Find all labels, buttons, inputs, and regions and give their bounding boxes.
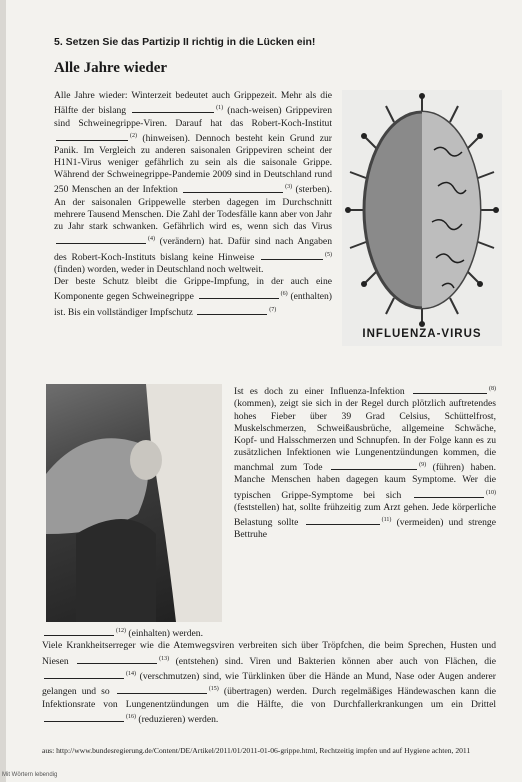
blank-field[interactable]: [132, 104, 214, 113]
text-segment: Der beste Schutz bleibt die Grippe-Impfung, in der auch eine Komponente gegen Schweinegrippe: [54, 276, 332, 303]
blank-field[interactable]: [261, 251, 323, 260]
text-segment: (feststellen) hat, sollte frühzeitig zum Arzt gehen. Jede körperliche Belastung sollte: [234, 501, 496, 529]
blank-number: (7): [269, 306, 277, 313]
paragraph-left-column: [54, 90, 332, 319]
blank-field[interactable]: [199, 290, 279, 299]
blank-number: (8): [489, 386, 496, 392]
text-segment: Alle Jahre wieder: Winterzeit bedeutet auch Grippezeit. Mehr als die Hälfte der bislang: [54, 90, 332, 117]
text-segment: (reduzieren) werden.: [138, 713, 219, 725]
blank-number: (9): [419, 462, 427, 469]
blank-field[interactable]: [414, 489, 484, 498]
blank-number: (1): [216, 105, 224, 112]
blank-number: (16): [126, 713, 136, 720]
text-segment: (sterben). An der saisonalen Grippewelle sterben dagegen im Durchschnitt mehrere Tausend Menschen. Die Zahl der Todesfälle kann aber von Jahr zu Jahr stark schwanken. Gefährlich wird es, wenn sich das Virus: [54, 184, 332, 233]
blank-number: (12): [116, 628, 126, 634]
blank-number: (6): [280, 291, 288, 298]
vaccination-image-icon: [46, 384, 222, 622]
text-segment: (nach-weisen) Grippeviren sind Schweinegrippe-Viren. Darauf hat das Robert-Koch-Institut: [54, 105, 332, 129]
blank-field[interactable]: [331, 461, 417, 470]
task-instruction: 5. Setzen Sie das Partizip II richtig in die Lücken ein!: [54, 36, 316, 48]
blank-field[interactable]: [56, 132, 128, 141]
blank-number: (5): [325, 251, 332, 258]
blank-number: (14): [126, 670, 136, 677]
blank-field[interactable]: [183, 184, 283, 193]
text-segment: (übertragen) werden. Durch regelmäßiges Händewaschen kann die Infektionsrate von Lungenentzündungen um die Hälfte, die von Durchfallerkrankungen um ein Drittel: [42, 686, 496, 710]
blank-number: (13): [159, 655, 170, 662]
blank-field[interactable]: [197, 306, 267, 315]
text-segment: (entstehen) sind. Viren und Bakterien können aber auch von Flächen, die: [175, 655, 496, 667]
text-segment: (vermeiden) und strenge Bettruhe: [234, 517, 496, 541]
text-segment: (kommen), zeigt sie sich in der Regel durch plötzlich auftretendes hohes Fieber über 39 Grad Celsius, Schüttelfrost, Muskelschmerzen, Schweißausbrüche, allgemeine Schwäche, Kopf- und Halsschmerzen und Schnupfen. In der Folge kann es zu zusätzlichen Infektionen wie Lungenentzündungen kommen, die manchmal zum Tode: [234, 398, 496, 474]
source-citation: aus: http://www.bundesregierung.de/Content/DE/Artikel/2011/01/2011-01-06-grippe.html, Rechtzeitig impfen und auf Hygiene achten, 2011: [42, 746, 471, 755]
footer-text: Mit Wörtern lebendig: [2, 772, 58, 778]
blank-field[interactable]: [44, 670, 124, 679]
text-segment: Ist es doch zu einer Influenza-Infektion: [234, 386, 405, 398]
text-segment: (finden) worden, weder in Deutschland noch weltweit.: [54, 263, 264, 275]
text-segment: (verschmutzen) sind, wie Türklinken über die Hände an Mund, Nase oder Augen anderer gelangen und so: [42, 671, 496, 698]
text-segment: (verändern) hat. Dafür sind nach Angaben des Robert-Koch-Instituts bislang keine Hinweise: [54, 236, 332, 263]
worksheet-page: [6, 0, 522, 782]
blank-field[interactable]: [117, 685, 207, 694]
blank-number: (11): [381, 517, 392, 524]
paragraph-bottom: [42, 625, 496, 726]
blank-number: (3): [285, 184, 293, 191]
vaccination-photo: [46, 384, 222, 622]
blank-field[interactable]: [44, 627, 114, 636]
blank-number: (2): [130, 132, 137, 139]
blank-field[interactable]: [44, 713, 124, 722]
influenza-virus-illustration: [342, 90, 502, 346]
blank-number: (15): [208, 686, 219, 693]
blank-number: (4): [148, 236, 155, 243]
text-segment: (führen) haben. Manche Menschen haben dagegen kaum Symptome. Wer die typischen Grippe-Symptome bei sich: [234, 462, 496, 501]
virus-icon: [342, 90, 502, 330]
virus-caption: INFLUENZA-VIRUS: [362, 328, 482, 340]
blank-number: (10): [485, 489, 496, 496]
paragraph-right-column: [234, 383, 496, 542]
text-segment: Viele Krankheitserreger wie die Atemwegsviren verbreiten sich über Tröpfchen, die beim Sprechen, Husten und Niesen: [42, 640, 496, 667]
blank-field[interactable]: [306, 516, 380, 525]
blank-field[interactable]: [56, 235, 146, 244]
text-segment: (einhalten) werden.: [128, 628, 203, 640]
article-title: Alle Jahre wieder: [54, 60, 168, 76]
blank-field[interactable]: [77, 655, 157, 664]
text-segment: (hinweisen). Dennoch besteht kein Grund zur Panik. Im Vergleich zu anderen saisonalen Grippeviren scheint der H1N1-Virus weniger gefährlich zu sein als die saisonale Grippe. Während der Schweinegrippe-Pandemie 2009 sind in Deutschland rund 250 Menschen an der Infektion: [54, 132, 332, 196]
text-segment: (enthalten) ist. Bis ein vollständiger Impfschutz: [54, 291, 332, 318]
blank-field[interactable]: [413, 385, 487, 394]
